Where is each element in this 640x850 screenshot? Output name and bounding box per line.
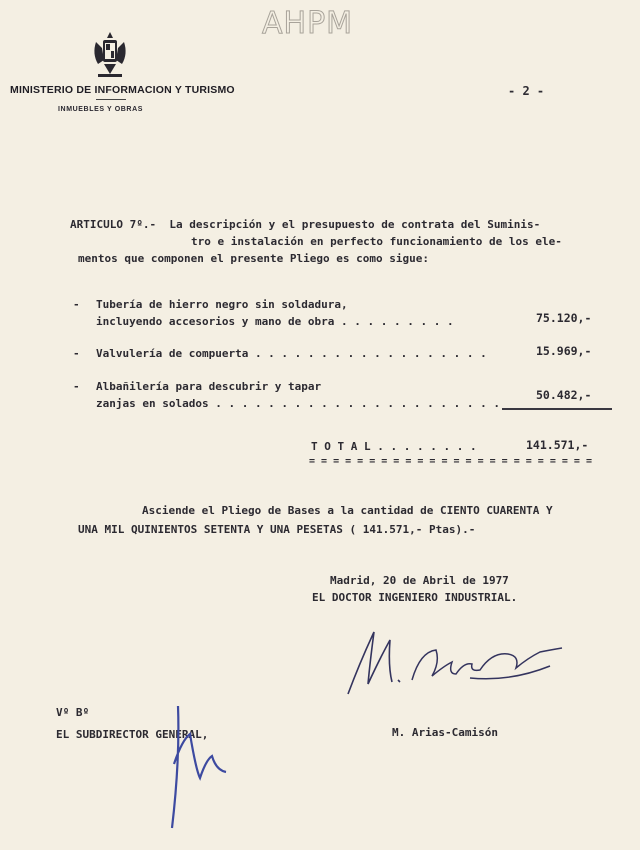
article-line-3: mentos que componen el presente Pliego es como sigue:	[78, 252, 429, 265]
engineer-name: M. Arias-Camisón	[392, 726, 498, 739]
subdirector-title: EL SUBDIRECTOR GENERAL,	[56, 728, 209, 741]
page-number: - 2 -	[508, 84, 545, 98]
item-3-line-1: Albañilería para descubrir y tapar	[96, 380, 322, 393]
ministry-name: MINISTERIO DE INFORMACION Y TURISMO	[10, 84, 235, 96]
sum-underline	[502, 408, 612, 410]
item-2-amount: 15.969,-	[536, 344, 592, 358]
vobo-label: Vº Bº	[56, 706, 90, 719]
place-date: Madrid, 20 de Abril de 1977	[330, 574, 509, 587]
total-amount: 141.571,-	[526, 438, 589, 452]
item-3-line-2: zanjas en solados . . . . . . . . . . . . . . . . . . . . . .	[96, 397, 500, 410]
header-divider	[96, 99, 126, 100]
item-dash: -	[73, 298, 80, 311]
engineer-signature	[340, 622, 570, 702]
article-line-2: tro e instalación en perfecto funcionamiento de los ele-	[191, 235, 562, 248]
item-1-line-1: Tubería de hierro negro sin soldadura,	[96, 298, 348, 311]
summary-line-1: Asciende el Pliego de Bases a la cantidad de CIENTO CUARENTA Y	[142, 504, 553, 517]
archive-watermark: AHPM	[262, 6, 354, 41]
item-1-amount: 75.120,-	[536, 311, 592, 325]
item-dash: -	[73, 380, 80, 393]
summary-line-2: UNA MIL QUINIENTOS SETENTA Y UNA PESETAS ( 141.571,- Ptas).-	[78, 523, 476, 536]
coat-of-arms-seal	[90, 30, 130, 80]
engineer-title: EL DOCTOR INGENIERO INDUSTRIAL.	[312, 591, 518, 604]
item-3-amount: 50.482,-	[536, 388, 592, 402]
total-label: T O T A L . . . . . . . .	[311, 440, 477, 453]
item-1-line-2: incluyendo accesorios y mano de obra . . . . . . . . .	[96, 315, 454, 328]
item-2-line-1: Valvulería de compuerta . . . . . . . . . . . . . . . . . .	[96, 347, 487, 360]
department-name: INMUEBLES Y OBRAS	[58, 106, 144, 113]
item-dash: -	[73, 347, 80, 360]
article-line-1: ARTICULO 7º.- La descripción y el presupuesto de contrata del Suminis-	[70, 218, 541, 231]
subdirector-signature	[160, 700, 240, 840]
total-double-rule: = = = = = = = = = = = = = = = = = = = = = = = =	[309, 456, 592, 467]
